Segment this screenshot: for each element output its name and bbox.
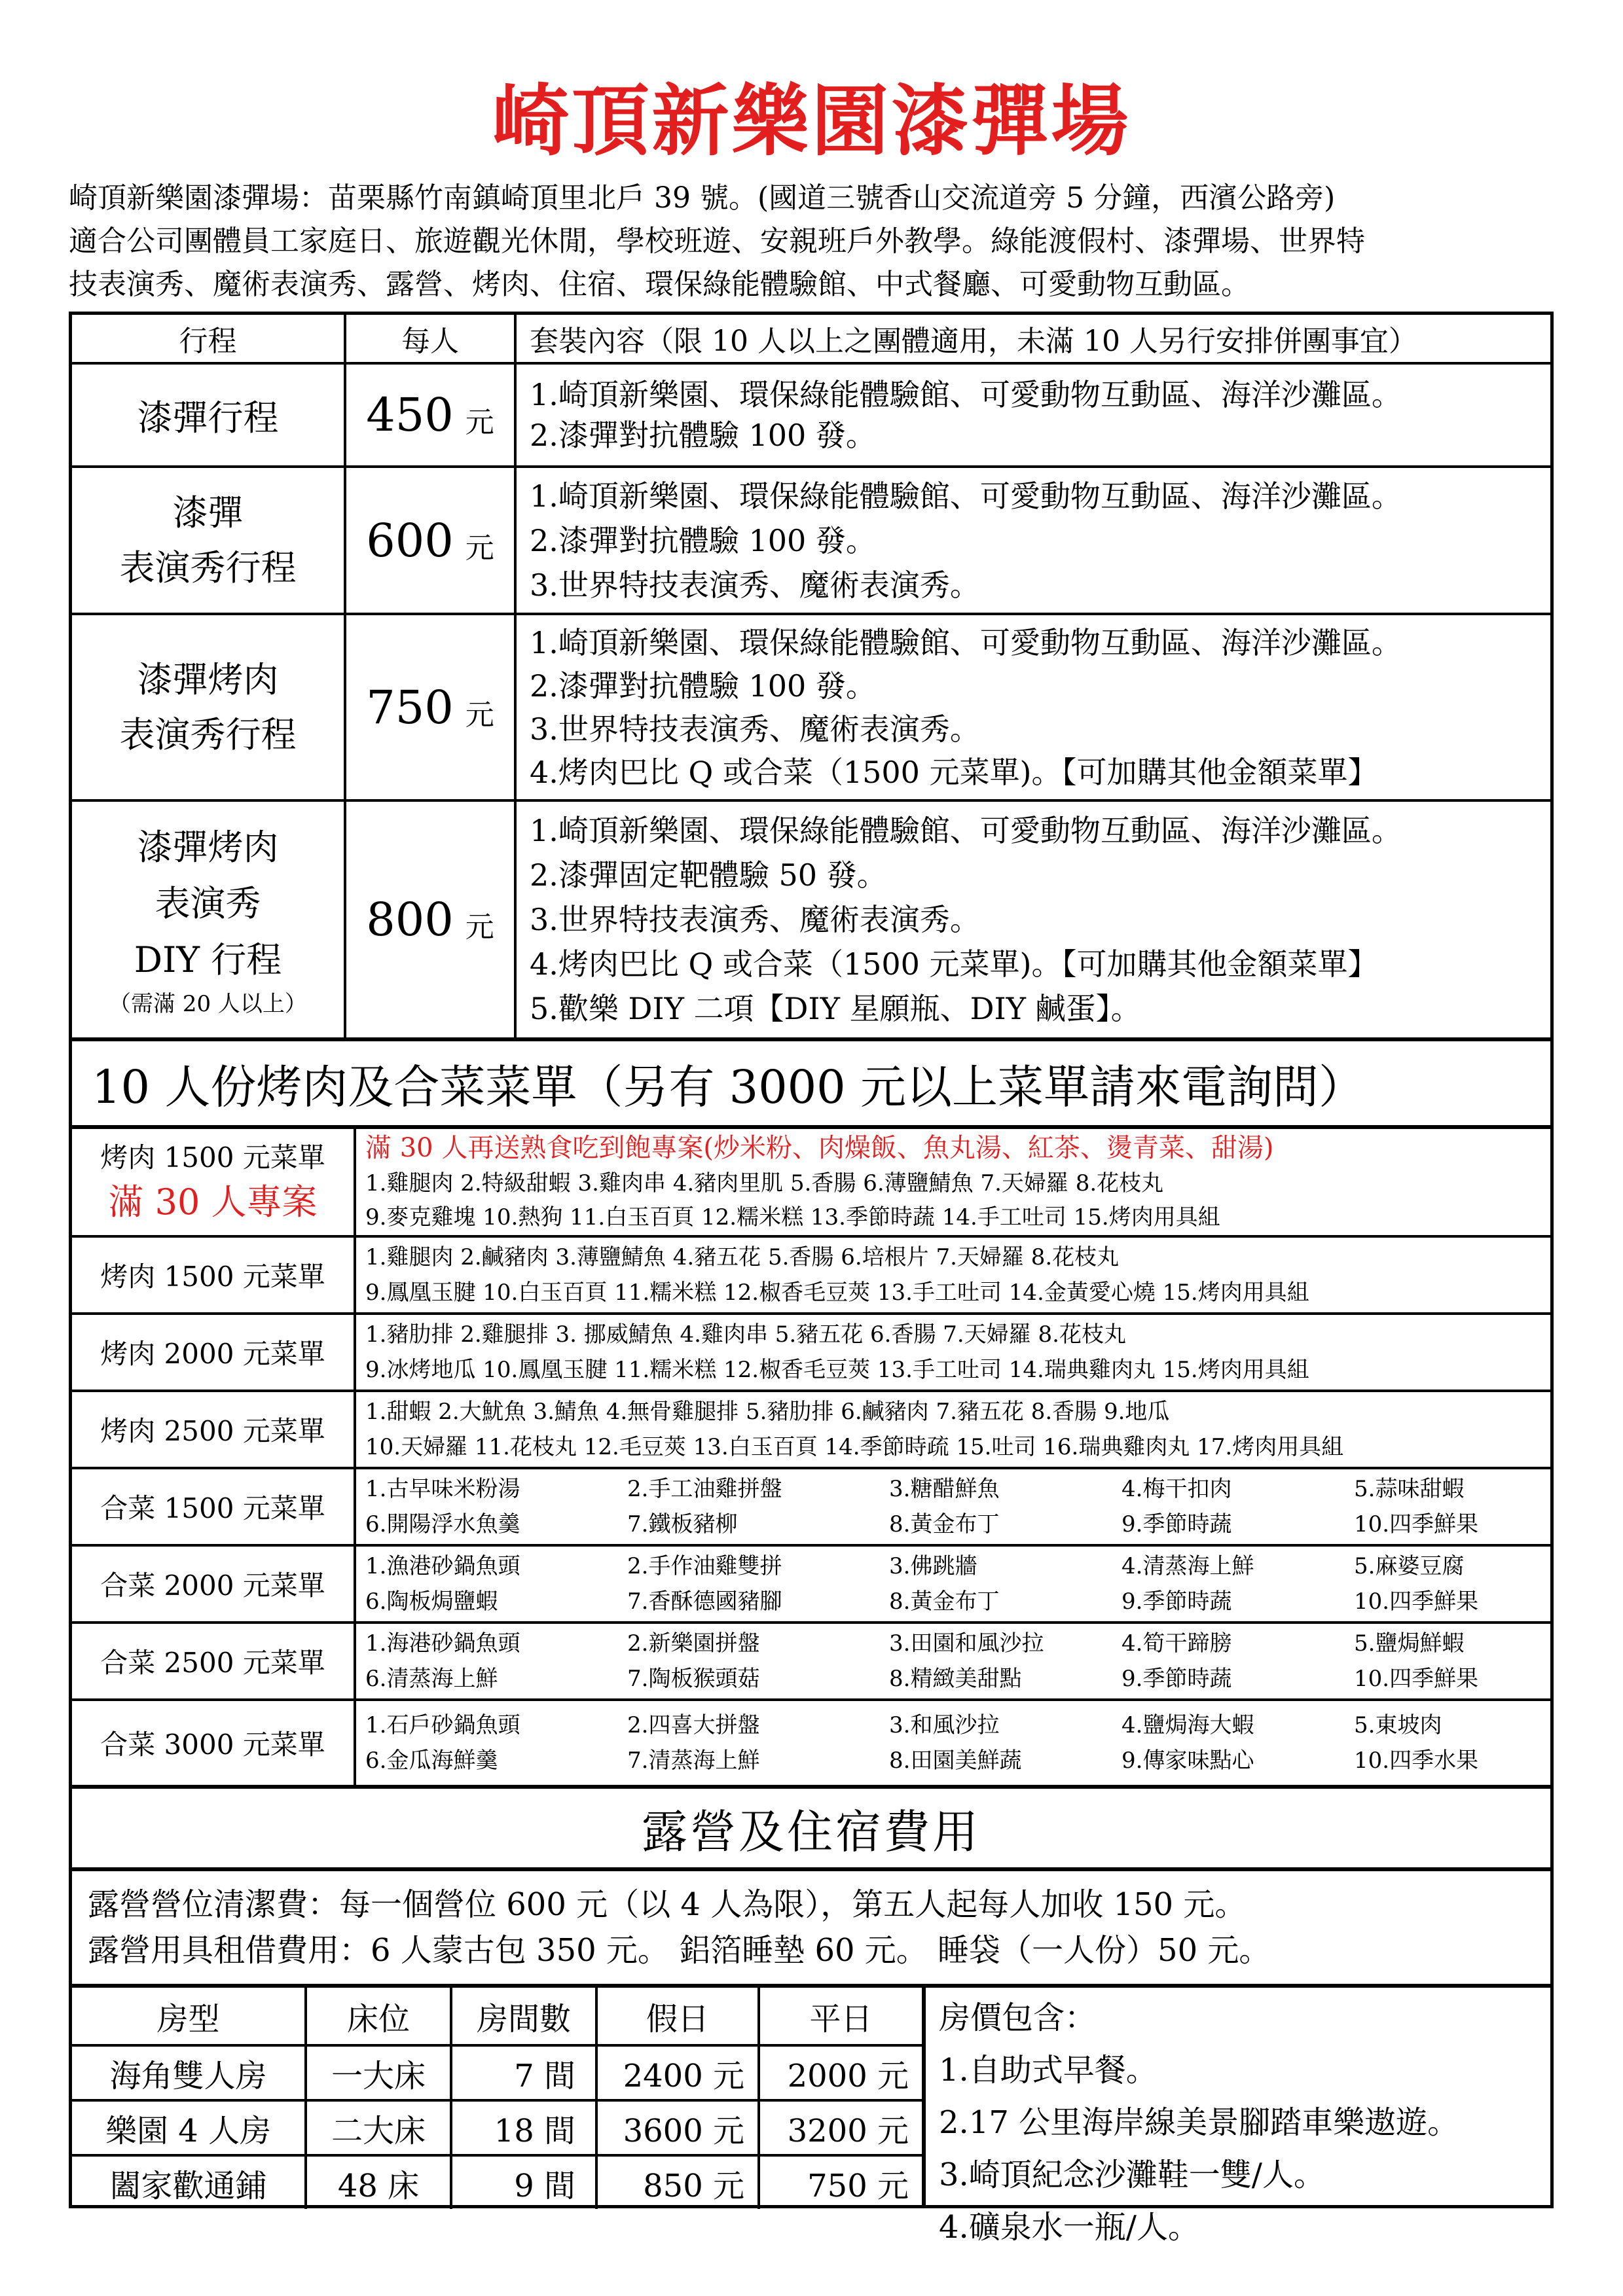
menu-item: 3.和風沙拉: [889, 1712, 1000, 1738]
menu-items-bbq-1500-special: [354, 1125, 1550, 1235]
package-items-1: [514, 362, 1550, 465]
room-header-holiday: 假日: [595, 1988, 757, 2044]
package-item: 5.歡樂 DIY 二項【DIY 星願瓶、DIY 鹹蛋】。: [530, 991, 1141, 1026]
menu-table: [69, 1038, 1554, 1788]
room-price-holiday: 2400 元: [595, 2044, 757, 2099]
menu-line: 9.鳳凰玉腱 10.白玉百頁 11.糯米糕 12.椒香毛豆莢 13.手工吐司 14.金黃愛心燒 15.烤肉用具組: [365, 1280, 1309, 1306]
room-beds: 48 床: [304, 2154, 450, 2209]
room-include-item: 4.礦泉水一瓶/人。: [939, 2209, 1199, 2246]
menu-item: 2.新樂園拼盤: [627, 1630, 760, 1657]
menu-items-bbq-2500: [354, 1390, 1550, 1467]
package-item: 1.崎頂新樂園、環保綠能體驗館、可愛動物互動區、海洋沙灘區。: [530, 813, 1402, 848]
menu-item: 4.鹽焗海大蝦: [1122, 1712, 1254, 1738]
promo-text: 滿 30 人再送熟食吃到飽專案(炒米粉、肉燥飯、魚丸湯、紅茶、燙青菜、甜湯): [365, 1133, 1274, 1163]
menu-item: 4.梅干扣肉: [1122, 1476, 1232, 1502]
menu-line: 1.雞腿肉 2.特級甜蝦 3.雞肉串 4.豬肉里肌 5.香腸 6.薄鹽鯖魚 7.天婦羅 8.花枝丸: [365, 1170, 1164, 1196]
room-price-holiday: 3600 元: [595, 2099, 757, 2154]
room-type: 樂園 4 人房: [72, 2099, 304, 2154]
menu-items-hecai-3000: [354, 1698, 1550, 1785]
menu-item: 1.漁港砂鍋魚頭: [365, 1553, 520, 1579]
room-header-type: 房型: [156, 2000, 220, 2037]
menu-item: 10.四季鮮果: [1354, 1666, 1479, 1692]
package-item: 3.世界特技表演秀、魔術表演秀。: [530, 711, 980, 747]
menu-item: 9.季節時蔬: [1122, 1511, 1232, 1537]
header-itinerary: 行程: [179, 325, 237, 358]
menu-name-hecai-2000: 合菜 2000 元菜單: [72, 1544, 354, 1621]
package-name-1: 漆彈行程: [72, 362, 344, 465]
menu-item: 6.開陽浮水魚羹: [365, 1511, 520, 1537]
menu-item: 3.田園和風沙拉: [889, 1630, 1044, 1657]
intro-line-2: 適合公司團體員工家庭日、旅遊觀光休閒，學校班遊、安親班戶外教學。綠能渡假村、漆彈場、世界特: [69, 224, 1365, 258]
menu-name-bbq-1500: 烤肉 1500 元菜單: [72, 1235, 354, 1312]
menu-item: 4.清蒸海上鮮: [1122, 1553, 1254, 1579]
package-item: 2.漆彈對抗體驗 100 發。: [530, 418, 876, 453]
package-item: 1.崎頂新樂園、環保綠能體驗館、可愛動物互動區、海洋沙灘區。: [530, 478, 1402, 514]
menu-item: 9.傳家味點心: [1122, 1748, 1254, 1774]
menu-line: 10.天婦羅 11.花枝丸 12.毛豆莢 13.白玉百頁 14.季節時疏 15.吐司 16.瑞典雞肉丸 17.烤肉用具組: [365, 1434, 1344, 1460]
menu-item: 6.清蒸海上鮮: [365, 1666, 498, 1692]
camp-fee-line: 露營營位清潔費：每一個營位 600 元（以 4 人為限），第五人起每人加收 150 元。: [88, 1886, 1247, 1923]
menu-item: 5.蒜味甜蝦: [1354, 1476, 1465, 1502]
package-item: 1.崎頂新樂園、環保綠能體驗館、可愛動物互動區、海洋沙灘區。: [530, 624, 1402, 660]
package-item: 2.漆彈對抗體驗 100 發。: [530, 668, 876, 704]
room-type: 海角雙人房: [72, 2044, 304, 2099]
intro-line-1: 崎頂新樂園漆彈場：苗栗縣竹南鎮崎頂里北戶 39 號。(國道三號香山交流道旁 5 分鐘，西濱公路旁): [69, 181, 1336, 215]
package-name-3: 漆彈烤肉 表演秀行程: [72, 613, 344, 799]
menu-item: 5.東坡肉: [1354, 1712, 1442, 1738]
menu-item: 7.鐵板豬柳: [627, 1511, 738, 1537]
package-items-4: [514, 799, 1550, 1037]
menu-heading: 10 人份烤肉及合菜菜單（另有 3000 元以上菜單請來電詢問）: [92, 1060, 1364, 1114]
menu-item: 10.四季水果: [1354, 1748, 1479, 1774]
menu-item: 5.鹽焗鮮蝦: [1354, 1630, 1465, 1657]
menu-item: 9.季節時蔬: [1122, 1666, 1232, 1692]
menu-items-hecai-2500: [354, 1621, 1550, 1698]
menu-item: 6.金瓜海鮮羹: [365, 1748, 498, 1774]
package-name-4: 漆彈烤肉 表演秀 DIY 行程 （需滿 20 人以上）: [72, 799, 344, 1037]
menu-line: 1.雞腿肉 2.鹹豬肉 3.薄鹽鯖魚 4.豬五花 5.香腸 6.培根片 7.天婦羅 8.花枝丸: [365, 1244, 1120, 1270]
intro-line-3: 技表演秀、魔術表演秀、露營、烤肉、住宿、環保綠能體驗館、中式餐廳、可愛動物互動區。: [69, 268, 1250, 301]
menu-item: 6.陶板焗鹽蝦: [365, 1588, 498, 1615]
package-price-1: 450 元: [344, 362, 514, 465]
packages-table: [69, 312, 1554, 1041]
menu-item: 8.精緻美甜點: [889, 1666, 1022, 1692]
room-header-beds: 床位: [304, 1988, 450, 2044]
menu-item: 2.手作油雞雙拼: [627, 1553, 782, 1579]
header-per-person: 每人: [344, 315, 514, 362]
room-count: 18 間: [450, 2099, 595, 2154]
room-includes: [922, 1984, 1550, 2246]
room-price-weekday: 2000 元: [757, 2044, 922, 2099]
room-price-weekday: 3200 元: [757, 2099, 922, 2154]
menu-line: 9.麥克雞塊 10.熱狗 11.白玉百頁 12.糯米糕 13.季節時蔬 14.手工吐司 15.烤肉用具組: [365, 1204, 1220, 1230]
room-includes-title: 房價包含：: [939, 2000, 1097, 2036]
room-price-holiday: 850 元: [595, 2154, 757, 2209]
menu-name-bbq-2500: 烤肉 2500 元菜單: [72, 1390, 354, 1467]
menu-name-hecai-1500: 合菜 1500 元菜單: [72, 1467, 354, 1544]
room-header-weekday: 平日: [757, 1988, 922, 2044]
room-price-weekday: 750 元: [757, 2154, 922, 2209]
room-beds: 二大床: [304, 2099, 450, 2154]
menu-item: 10.四季鮮果: [1354, 1588, 1479, 1615]
package-item: 2.漆彈固定靶體驗 50 發。: [530, 857, 887, 893]
menu-items-bbq-2000: [354, 1312, 1550, 1390]
menu-name-hecai-2500: 合菜 2500 元菜單: [72, 1621, 354, 1698]
package-items-3: [514, 613, 1550, 799]
menu-item: 3.糖醋鮮魚: [889, 1476, 1000, 1502]
room-header-count: 房間數: [450, 1988, 595, 2044]
menu-name-hecai-3000: 合菜 3000 元菜單: [72, 1698, 354, 1785]
menu-item: 4.筍干蹄膀: [1122, 1630, 1232, 1657]
menu-item: 7.清蒸海上鮮: [627, 1748, 760, 1774]
page-title: 崎頂新樂園漆彈場: [492, 75, 1131, 166]
special-badge: 滿 30 人專案: [108, 1181, 318, 1223]
room-include-item: 2.17 公里海岸線美景腳踏車樂遨遊。: [939, 2104, 1459, 2141]
package-item: 1.崎頂新樂園、環保綠能體驗館、可愛動物互動區、海洋沙灘區。: [530, 377, 1402, 412]
camp-fee-line: 露營用具租借費用：6 人蒙古包 350 元。 鋁箔睡墊 60 元。 睡袋（一人份）50 元。: [88, 1932, 1271, 1969]
room-include-item: 1.自助式早餐。: [939, 2052, 1158, 2089]
camp-heading: 露營及住宿費用: [642, 1804, 981, 1859]
package-item: 4.烤肉巴比 Q 或合菜（1500 元菜單)。【可加購其他金額菜單】: [530, 754, 1378, 790]
camping-lodging-section: [69, 1785, 1554, 2246]
menu-item: 7.陶板猴頭菇: [627, 1666, 760, 1692]
package-note: （需滿 20 人以上）: [109, 991, 307, 1017]
menu-name-bbq-2000: 烤肉 2000 元菜單: [72, 1312, 354, 1390]
menu-name-bbq-1500-special: 烤肉 1500 元菜單 滿 30 人專案: [72, 1125, 354, 1235]
room-beds: 一大床: [304, 2044, 450, 2099]
menu-line: 1.豬肋排 2.雞腿排 3. 挪威鯖魚 4.雞肉串 5.豬五花 6.香腸 7.天婦羅 8.花枝丸: [365, 1321, 1126, 1348]
room-include-item: 3.崎頂紀念沙灘鞋一雙/人。: [939, 2157, 1325, 2193]
header-package-content: 套裝內容（限 10 人以上之團體適用，未滿 10 人另行安排併團事宜）: [514, 315, 1550, 362]
package-item: 3.世界特技表演秀、魔術表演秀。: [530, 567, 980, 603]
menu-item: 7.香酥德國豬腳: [627, 1588, 782, 1615]
package-item: 3.世界特技表演秀、魔術表演秀。: [530, 902, 980, 937]
camp-fees: [72, 1867, 1550, 1984]
package-items-2: [514, 465, 1550, 613]
menu-item: 2.手工油雞拼盤: [627, 1476, 782, 1502]
menu-line: 9.冰烤地瓜 10.鳳凰玉腱 11.糯米糕 12.椒香毛豆莢 13.手工吐司 14.瑞典雞肉丸 15.烤肉用具組: [365, 1357, 1309, 1383]
menu-item: 1.海港砂鍋魚頭: [365, 1630, 520, 1657]
menu-item: 8.田園美鮮蔬: [889, 1748, 1022, 1774]
menu-item: 2.四喜大拼盤: [627, 1712, 760, 1738]
package-price-4: 800 元: [344, 799, 514, 1037]
menu-item: 1.古早味米粉湯: [365, 1476, 520, 1502]
menu-items-hecai-1500: [354, 1467, 1550, 1544]
menu-item: 3.佛跳牆: [889, 1553, 977, 1579]
menu-item: 8.黃金布丁: [889, 1511, 1000, 1537]
menu-item: 10.四季鮮果: [1354, 1511, 1479, 1537]
menu-item: 1.石戶砂鍋魚頭: [365, 1712, 520, 1738]
package-name-2: 漆彈 表演秀行程: [72, 465, 344, 613]
menu-item: 9.季節時蔬: [1122, 1588, 1232, 1615]
package-price-2: 600 元: [344, 465, 514, 613]
room-count: 7 間: [450, 2044, 595, 2099]
package-item: 4.烤肉巴比 Q 或合菜（1500 元菜單)。【可加購其他金額菜單】: [530, 946, 1378, 982]
menu-items-bbq-1500: [354, 1235, 1550, 1312]
room-table: [72, 1984, 922, 2205]
room-count: 9 間: [450, 2154, 595, 2209]
room-type: 闔家歡通鋪: [72, 2154, 304, 2209]
menu-line: 1.甜蝦 2.大魷魚 3.鯖魚 4.無骨雞腿排 5.豬肋排 6.鹹豬肉 7.豬五花 8.香腸 9.地瓜: [365, 1399, 1170, 1425]
package-item: 2.漆彈對抗體驗 100 發。: [530, 522, 876, 558]
menu-item: 5.麻婆豆腐: [1354, 1553, 1465, 1579]
package-price-3: 750 元: [344, 613, 514, 799]
menu-items-hecai-2000: [354, 1544, 1550, 1621]
menu-item: 8.黃金布丁: [889, 1588, 1000, 1615]
